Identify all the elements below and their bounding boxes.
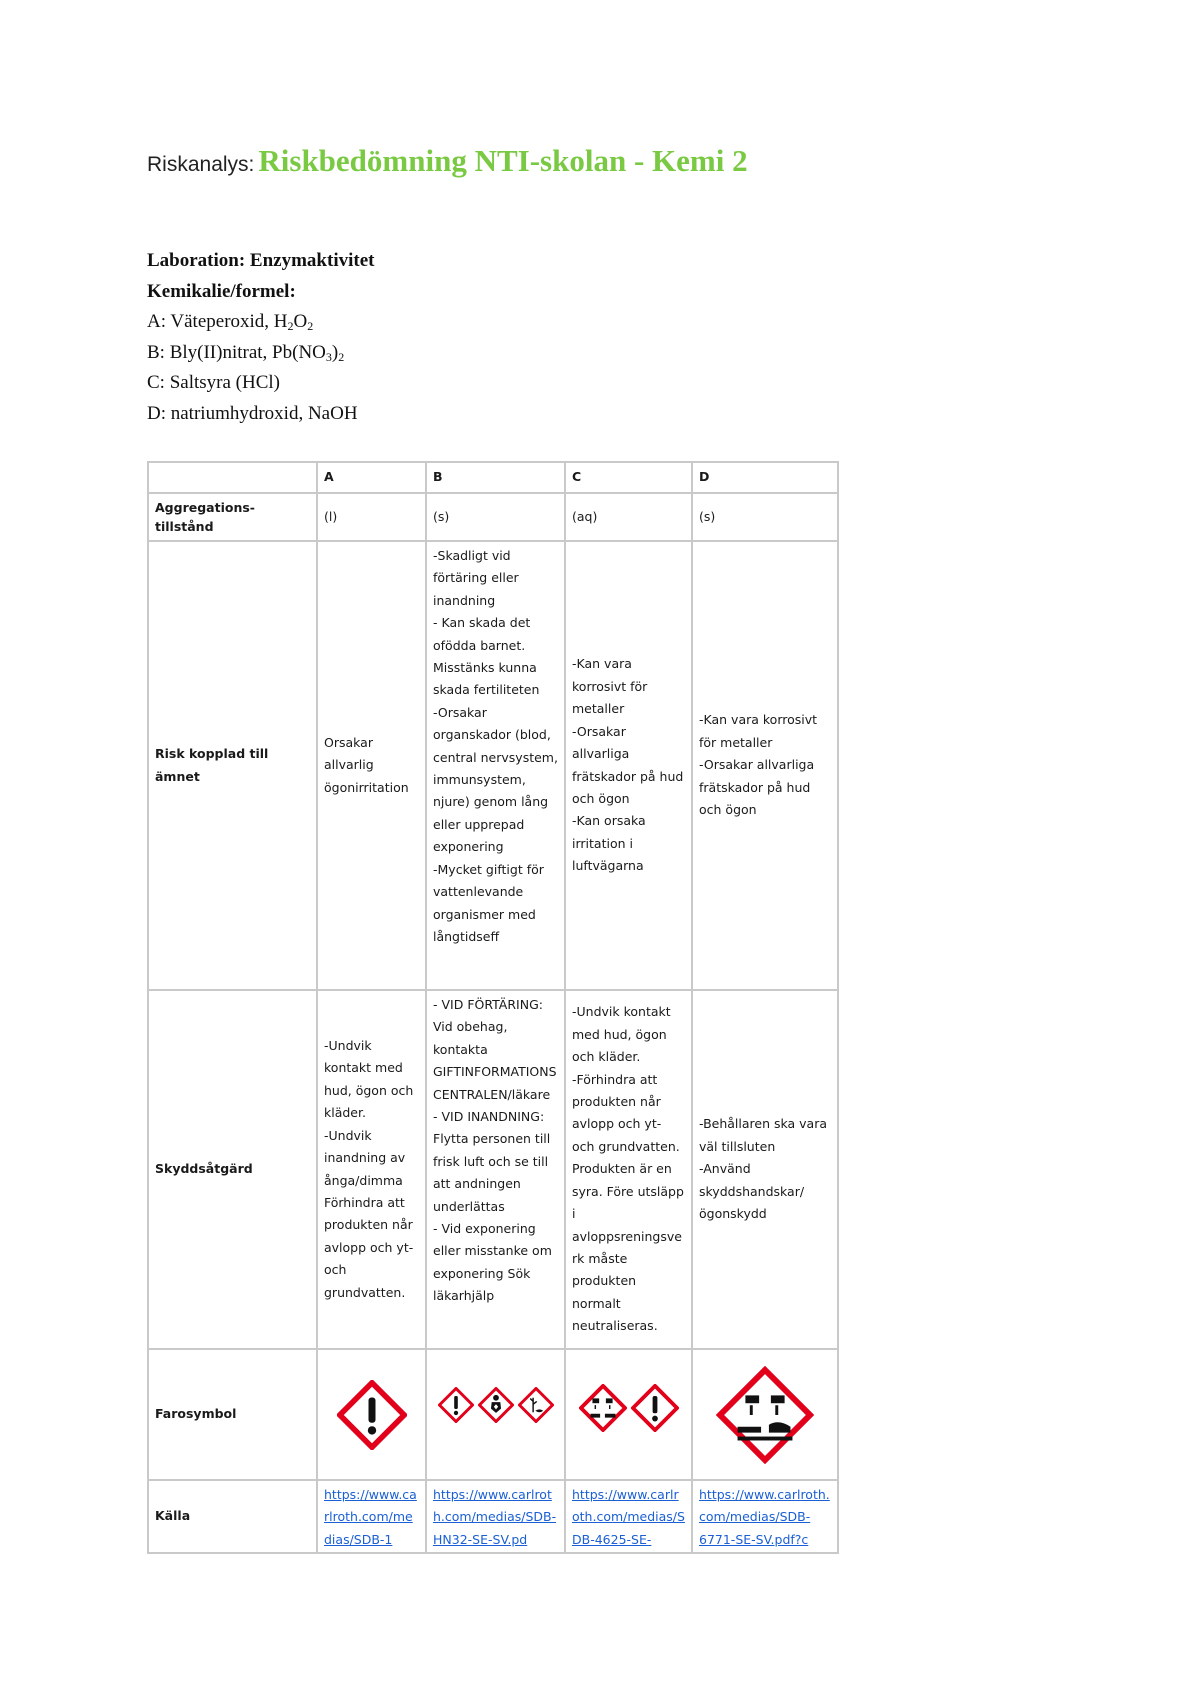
- exclamation-icon: [631, 1384, 679, 1432]
- risk-cell-c: -Kan vara korrosivt för metaller -Orsakar allvarliga frätskador på hud och ögon -Kan orsaka irritation i luftvägarna: [565, 541, 692, 990]
- environment-icon: [518, 1387, 554, 1423]
- symbol-cell-c: [565, 1349, 692, 1480]
- chemical-d: D: natriumhydroxid, NaOH: [147, 402, 358, 424]
- risk-cell-d: -Kan vara korrosivt för metaller -Orsakar allvarliga frätskador på hud och ögon: [692, 541, 838, 990]
- corrosion-icon: [716, 1366, 814, 1464]
- column-header-d: D: [692, 462, 838, 493]
- chemical-label: Kemikalie/formel:: [147, 280, 296, 302]
- protection-cell-c: -Undvik kontakt med hud, ögon och kläder. -Förhindra att produkten når avlopp och yt- och grundvatten. Produkten är en syra. Före utsläpp i avloppsreningsverk måste produkten normalt neutraliseras.: [565, 990, 692, 1349]
- protection-cell-a: -Undvik kontakt med hud, ögon och kläder. -Undvik inandning av ånga/dimma Förhindra att produkten når avlopp och yt- och grundvatten.: [317, 990, 426, 1349]
- state-row: [148, 493, 838, 541]
- header-empty-cell: [148, 462, 317, 493]
- column-header-a: A: [317, 462, 426, 493]
- source-link-c[interactable]: https://www.carlroth.com/medias/SDB-4625-SE-: [572, 1487, 685, 1547]
- column-header-b: B: [426, 462, 565, 493]
- row-label-protection: Skyddsåtgärd: [148, 990, 317, 1349]
- row-label-symbol: Farosymbol: [148, 1349, 317, 1480]
- state-cell-b: (s): [426, 493, 565, 541]
- chemical-b: B: Bly(II)nitrat, $Pb(NO_3)_2$: [147, 341, 345, 364]
- protection-cell-b: - VID FÖRTÄRING: Vid obehag, kontakta GIFTINFORMATIONSCENTRALEN/läkare - VID INANDNING: Flytta personen till frisk luft och se till att andningen underlättas - Vid exponering eller misstanke om exponering Sök läkarhjälp: [426, 990, 565, 1349]
- exclamation-icon: [337, 1380, 407, 1450]
- protection-row: [148, 990, 838, 1349]
- column-header-c: C: [565, 462, 692, 493]
- row-label-source: Källa: [148, 1480, 317, 1553]
- row-label-risk: Risk kopplad till ämnet: [148, 541, 317, 990]
- risk-row: [148, 541, 838, 990]
- symbol-cell-b: [426, 1349, 565, 1480]
- source-link-b[interactable]: https://www.carlroth.com/medias/SDB-HN32-SE-SV.pd: [433, 1487, 557, 1547]
- lab-label: Laboration: Enzymaktivitet: [147, 250, 375, 271]
- state-cell-a: (l): [317, 493, 426, 541]
- symbol-cell-d: [692, 1349, 838, 1480]
- corrosion-icon: [579, 1384, 627, 1432]
- source-link-d[interactable]: https://www.carlroth.com/medias/SDB-6771-SE-SV.pdf?c: [699, 1487, 830, 1547]
- chemical-c: C: Saltsyra (HCl): [147, 372, 280, 393]
- risk-cell-b: -Skadligt vid förtäring eller inandning - Kan skada det ofödda barnet. Misstänks kunna skada fertiliteten -Orsakar organskador (blod, central nervsystem, immunsystem, njure) genom lång eller upprepad exponering -Mycket giftigt för vattenlevande organismer med långtidseff: [426, 541, 565, 990]
- source-cell-d: [692, 1480, 838, 1553]
- source-row: [148, 1480, 838, 1553]
- source-cell-b: [426, 1480, 565, 1553]
- title-prefix: Riskanalys:: [147, 153, 255, 176]
- source-link-a[interactable]: https://www.carlroth.com/medias/SDB-1: [324, 1487, 417, 1547]
- risk-cell-a: Orsakar allvarlig ögonirritation: [317, 541, 426, 990]
- state-cell-d: (s): [692, 493, 838, 541]
- source-cell-a: [317, 1480, 426, 1553]
- state-cell-c: (aq): [565, 493, 692, 541]
- symbol-row: [148, 1349, 838, 1480]
- exclamation-icon: [438, 1387, 474, 1423]
- lab-info: [147, 246, 374, 429]
- title-main: Riskbedömning NTI-skolan - Kemi 2: [258, 143, 748, 178]
- health-hazard-icon: [478, 1387, 514, 1423]
- symbol-cell-a: [317, 1349, 426, 1480]
- protection-cell-d: -Behållaren ska vara väl tillsluten -Använd skyddshandskar/ögonskydd: [692, 990, 838, 1349]
- header-row: [148, 462, 838, 493]
- row-label-state: Aggregations-tillstånd: [148, 493, 317, 541]
- risk-table: [147, 461, 839, 1554]
- chemical-a: A: Väteperoxid, $H_2O_2$: [147, 311, 314, 333]
- page-title: [147, 143, 748, 179]
- source-cell-c: [565, 1480, 692, 1553]
